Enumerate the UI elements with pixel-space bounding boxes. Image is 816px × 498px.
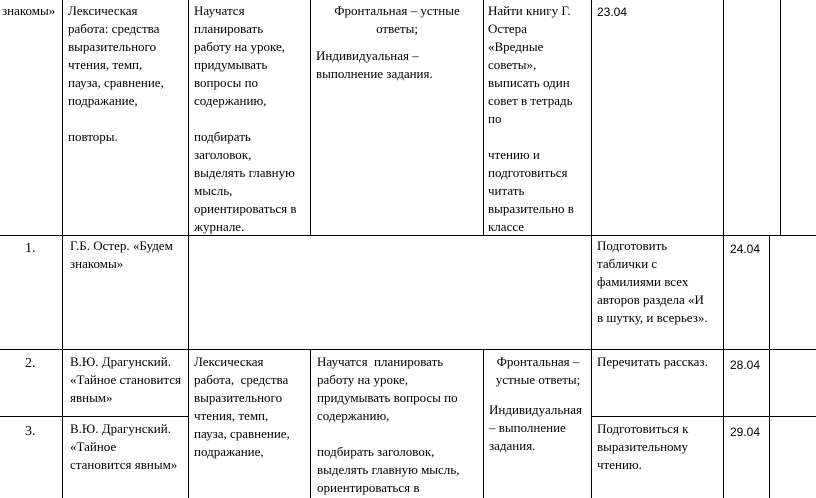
homework-cell: Найти книгу Г. Остера «Вредные советы», выписать один совет в тетрадь по чтению и подготовиться читать выразительно в классе	[488, 3, 574, 234]
homework-cell: Подготовиться к выразительному чтению.	[597, 421, 689, 472]
column-divider	[723, 0, 724, 235]
work-types-cell: Лексическая работа: средства выразительного чтения, темп, пауза, сравнение, подражание, повторы.	[68, 3, 164, 144]
date-cell: 24.04	[730, 242, 761, 256]
column-divider	[310, 349, 311, 498]
column-divider	[483, 349, 484, 498]
row-number: 1.	[25, 241, 36, 256]
topic-cell: В.Ю. Драгунский. «Тайное становится явным»	[70, 421, 178, 472]
homework-cell: Перечитать рассказ.	[597, 354, 708, 369]
row-divider	[0, 416, 188, 417]
homework-cell: Подготовить таблички с фамилиями всех авторов раздела «И в шутку, и всерьез».	[597, 238, 708, 325]
topic-cell: В.Ю. Драгунский. «Тайное становится явным»	[70, 354, 182, 405]
column-divider	[188, 0, 189, 498]
date-cell: 29.04	[730, 425, 761, 439]
forms-cell-individual: Индивидуальная – выполнение задания.	[316, 48, 433, 81]
column-divider	[62, 0, 63, 498]
row-divider	[591, 416, 816, 417]
column-divider	[591, 0, 592, 498]
topic-cell: Г.Б. Остер. «Будем знакомы»	[70, 238, 173, 271]
column-divider	[723, 235, 724, 498]
topic-cell: знакомы»	[2, 3, 56, 18]
column-divider	[483, 0, 484, 235]
forms-cell-individual: Индивидуальная – выполнение задания.	[489, 402, 582, 453]
work-types-cell: Лексическая работа, средства выразительного чтения, темп, пауза, сравнение, подражание,	[194, 354, 290, 459]
column-divider	[769, 235, 770, 498]
row-number: 2.	[25, 356, 36, 371]
forms-cell: Фронтальная – устные ответы;	[495, 354, 581, 387]
date-cell: 28.04	[730, 358, 761, 372]
outcomes-cell: Научатся планировать работу на уроке, придумывать вопросы по содержанию, подбирать заголовок, выделять главную мысль, ориентироваться в	[317, 354, 460, 495]
row-divider	[0, 349, 816, 350]
outcomes-cell: Научатся планировать работу на уроке, придумывать вопросы по содержанию, подбирать заголовок, выделять главную мысль, ориентироваться в журнале.	[194, 3, 297, 234]
date-cell: 23.04	[597, 5, 628, 19]
forms-cell: Фронтальная – устные ответы;	[334, 3, 460, 36]
row-divider	[0, 235, 816, 236]
row-number: 3.	[25, 424, 36, 439]
column-divider	[780, 0, 781, 235]
column-divider	[310, 0, 311, 235]
